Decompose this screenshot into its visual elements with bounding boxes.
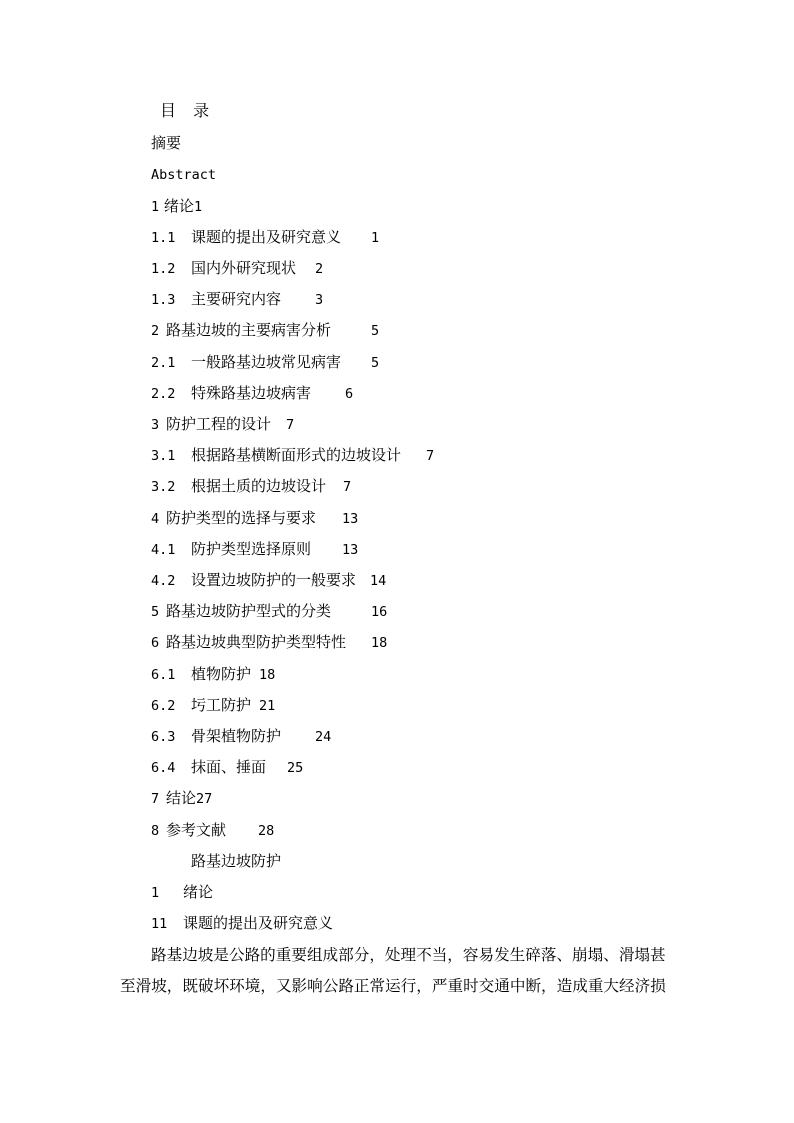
toc-entry-text: 植物防护: [191, 665, 252, 683]
toc-entry-text: 根据土质的边坡设计: [191, 477, 327, 495]
toc-entry-num: 3.1: [151, 448, 176, 464]
toc-entry-page: 18: [371, 635, 388, 651]
toc-entry-page: 27: [196, 791, 213, 807]
toc-entry-num: 7: [151, 791, 160, 807]
toc-entry-text: 防护类型的选择与要求: [166, 509, 317, 527]
toc-entry-text: 路基边坡的主要病害分析: [166, 321, 332, 339]
toc-entry-text: 路基边坡防护型式的分类: [166, 602, 332, 620]
toc-entry: [151, 570, 386, 590]
toc-entry-num: 6: [151, 635, 160, 651]
toc-entry-num: 8: [151, 823, 160, 839]
toc-entry-text: 参考文献: [166, 821, 227, 839]
toc-entry-page: 14: [370, 573, 387, 589]
toc-entry-num: 2: [151, 323, 160, 339]
toc-entry-text: 绪论: [163, 197, 194, 215]
chapter-heading: [151, 882, 213, 902]
section-number: 11: [151, 916, 168, 932]
toc-entry-page: 25: [287, 760, 304, 776]
document-title: 路基边坡防护: [191, 852, 282, 870]
toc-entry: [151, 601, 387, 621]
toc-entry-num: 4: [151, 511, 160, 527]
toc-entry-page: 1: [193, 199, 203, 215]
toc-entry-num: 1.3: [151, 292, 176, 308]
toc-entry-num: 1.1: [151, 230, 176, 246]
toc-entry-num: 5: [151, 604, 160, 620]
paragraph-line: 至滑坡，既破坏环境，又影响公路正常运行，严重时交通中断，造成重大经济损: [120, 977, 666, 995]
toc-entry: [151, 726, 331, 746]
toc-entry-text: 结论: [166, 789, 197, 807]
toc-entry-page: 2: [315, 261, 324, 277]
toc-entry-text: 抹面、捶面: [191, 758, 267, 776]
toc-abstract-cn: 摘要: [151, 134, 182, 152]
toc-entry-num: 4.1: [151, 542, 176, 558]
toc-entry-text: 主要研究内容: [191, 290, 282, 308]
toc-entry: [151, 289, 323, 309]
chapter-title: 绪论: [183, 883, 214, 901]
toc-entry-num: 2.2: [151, 386, 176, 402]
toc-entry-text: 防护工程的设计: [166, 415, 272, 433]
paragraph-line: 路基边坡是公路的重要组成部分，处理不当，容易发生碎落、崩塌、滑塌甚: [151, 946, 666, 964]
toc-entry: [151, 788, 212, 808]
toc-entry-num: 6.4: [151, 760, 176, 776]
toc-entry: [151, 414, 294, 434]
toc-entry-page: 5: [371, 323, 380, 339]
toc-entry: [151, 508, 358, 528]
toc-entry-text: 圬工防护: [191, 696, 252, 714]
toc-entry-num: 1.2: [151, 261, 176, 277]
toc-entry: [151, 352, 379, 372]
toc-entry: [151, 757, 303, 777]
toc-entry-text: 国内外研究现状: [191, 259, 297, 277]
toc-entry-page: 16: [371, 604, 388, 620]
toc-entry-num: 6.3: [151, 729, 176, 745]
toc-entry-num: 1: [151, 199, 160, 215]
toc-entry-num: 4.2: [151, 573, 176, 589]
toc-entry-page: 1: [371, 230, 380, 246]
toc-entry-text: 设置边坡防护的一般要求: [191, 571, 357, 589]
toc-entry: [151, 258, 323, 278]
toc-entry: [151, 227, 379, 247]
toc-entry: [151, 476, 351, 496]
toc-abstract-en: Abstract: [151, 167, 217, 183]
toc-entry: [151, 383, 353, 403]
chapter-number: 1: [151, 885, 160, 901]
section-heading: [151, 913, 333, 933]
toc-entry: [151, 196, 202, 216]
toc-entry-num: 3: [151, 417, 160, 433]
toc-entry: [151, 820, 274, 840]
toc-entry: [151, 320, 379, 340]
toc-entry-page: 13: [342, 511, 359, 527]
toc-entry-page: 24: [315, 729, 332, 745]
toc-entry-page: 5: [371, 355, 380, 371]
section-title: 课题的提出及研究意义: [183, 914, 334, 932]
toc-entry-num: 3.2: [151, 479, 176, 495]
toc-entry-page: 7: [286, 417, 295, 433]
toc-entry-text: 一般路基边坡常见病害: [191, 353, 342, 371]
toc-entry: [151, 664, 275, 684]
toc-entry-page: 21: [259, 698, 276, 714]
toc-entry-page: 7: [343, 479, 352, 495]
toc-entry-page: 7: [426, 448, 435, 464]
toc-entry-num: 6.2: [151, 698, 176, 714]
toc-entry-page: 18: [259, 667, 276, 683]
toc-entry: [151, 445, 434, 465]
toc-title: 目 录: [160, 101, 216, 120]
toc-entry-text: 防护类型选择原则: [191, 540, 312, 558]
toc-entry-text: 骨架植物防护: [191, 727, 282, 745]
toc-entry-text: 特殊路基边坡病害: [191, 384, 312, 402]
toc-entry: [151, 632, 387, 652]
toc-entry-text: 根据路基横断面形式的边坡设计: [191, 446, 402, 464]
toc-entry: [151, 539, 358, 559]
toc-entry-text: 课题的提出及研究意义: [191, 228, 342, 246]
toc-entry-page: 28: [258, 823, 275, 839]
toc-entry-page: 13: [342, 542, 359, 558]
toc-entry: [151, 695, 275, 715]
toc-entry-page: 3: [315, 292, 324, 308]
toc-entry-page: 6: [345, 386, 354, 402]
toc-entry-num: 2.1: [151, 355, 176, 371]
toc-entry-text: 路基边坡典型防护类型特性: [166, 633, 347, 651]
toc-entry-num: 6.1: [151, 667, 176, 683]
